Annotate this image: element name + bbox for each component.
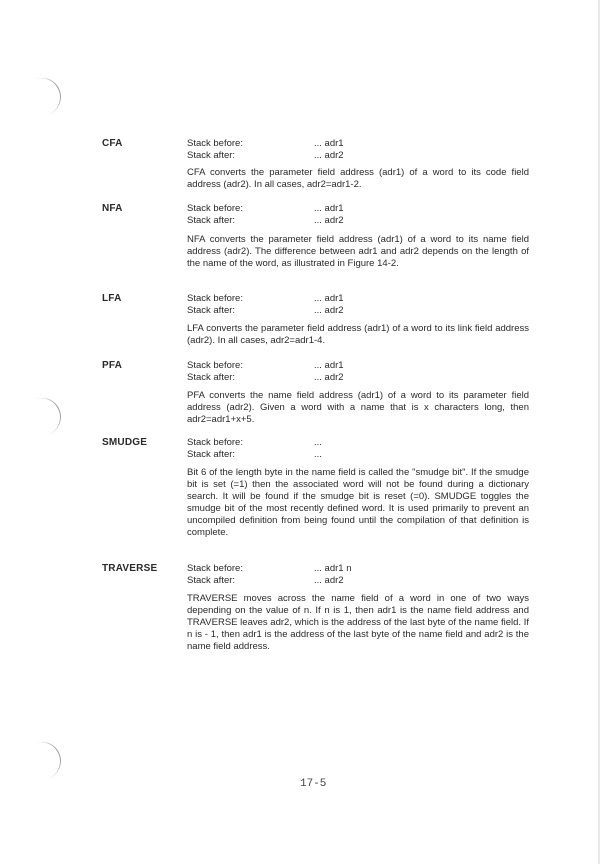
stack-before-value: ... adr1 n <box>314 563 352 574</box>
stack-effect <box>187 437 547 461</box>
stack-before-value: ... <box>314 437 322 448</box>
binder-hole-bottom <box>17 736 67 785</box>
stack-after-value: ... adr2 <box>314 305 344 316</box>
description: CFA converts the parameter field address (adr1) of a word to its code field address (adr2). In all cases, adr2=adr1-2. <box>187 167 529 190</box>
stack-after-label: Stack after: <box>187 449 236 460</box>
term: LFA <box>102 293 122 304</box>
stack-before-value: ... adr1 <box>314 203 344 214</box>
term: PFA <box>102 360 123 371</box>
stack-after-value: ... adr2 <box>314 150 344 161</box>
page-number: 17-5 <box>300 778 327 790</box>
stack-after-label: Stack after: <box>187 575 236 586</box>
description: TRAVERSE moves across the name field of a word in one of two ways depending on the value of n. If n is 1, then adr1 is the name field address and TRAVERSE leaves adr2, which is the address of the last byte of the name field. If n is - 1, then adr1 is the address of the last byte of the name field and adr2 is the name field address. <box>187 593 529 652</box>
stack-effect <box>187 360 547 384</box>
stack-effect <box>187 293 547 317</box>
stack-after-value: ... adr2 <box>314 215 344 226</box>
binder-hole-middle <box>17 392 67 441</box>
stack-after-label: Stack after: <box>187 305 236 316</box>
stack-after-value: ... adr2 <box>314 372 344 383</box>
stack-after-value: ... <box>314 449 322 460</box>
stack-before-value: ... adr1 <box>314 293 344 304</box>
description: NFA converts the parameter field address (adr1) of a word to its name field address (adr2). The difference between adr1 and adr2 depends on the length of the name of the word, as illustrated in Figure 14-2. <box>187 234 529 269</box>
stack-after-label: Stack after: <box>187 150 236 161</box>
stack-effect <box>187 138 547 162</box>
stack-after-label: Stack after: <box>187 215 236 226</box>
term: SMUDGE <box>102 437 148 448</box>
binder-hole-top <box>17 72 67 121</box>
stack-before-label: Stack before: <box>187 138 243 149</box>
description: LFA converts the parameter field address (adr1) of a word to its link field address (adr2). In all cases, adr2=adr1-4. <box>187 323 529 346</box>
stack-before-label: Stack before: <box>187 563 243 574</box>
description: PFA converts the name field address (adr1) of a word to its parameter field address (adr2). Given a word with a name that is x characters long, then adr2=adr1+x+5. <box>187 390 529 425</box>
term: NFA <box>102 203 123 214</box>
stack-before-label: Stack before: <box>187 293 243 304</box>
stack-before-label: Stack before: <box>187 360 243 371</box>
term: TRAVERSE <box>102 563 158 574</box>
stack-before-value: ... adr1 <box>314 360 344 371</box>
stack-effect <box>187 563 547 587</box>
description: Bit 6 of the length byte in the name field is called the "smudge bit". If the smudge bit is set (=1) then the associated word will not be found during a dictionary search. It will be found if the smudge bit is reset (=0). SMUDGE toggles the smudge bit of the most recently defined word. It is used primarily to prevent an uncompiled definition from being found until the compilation of that definition is complete. <box>187 467 529 538</box>
stack-before-label: Stack before: <box>187 203 243 214</box>
stack-before-label: Stack before: <box>187 437 243 448</box>
stack-effect <box>187 203 547 227</box>
stack-after-value: ... adr2 <box>314 575 344 586</box>
term: CFA <box>102 138 123 149</box>
stack-after-label: Stack after: <box>187 372 236 383</box>
stack-before-value: ... adr1 <box>314 138 344 149</box>
